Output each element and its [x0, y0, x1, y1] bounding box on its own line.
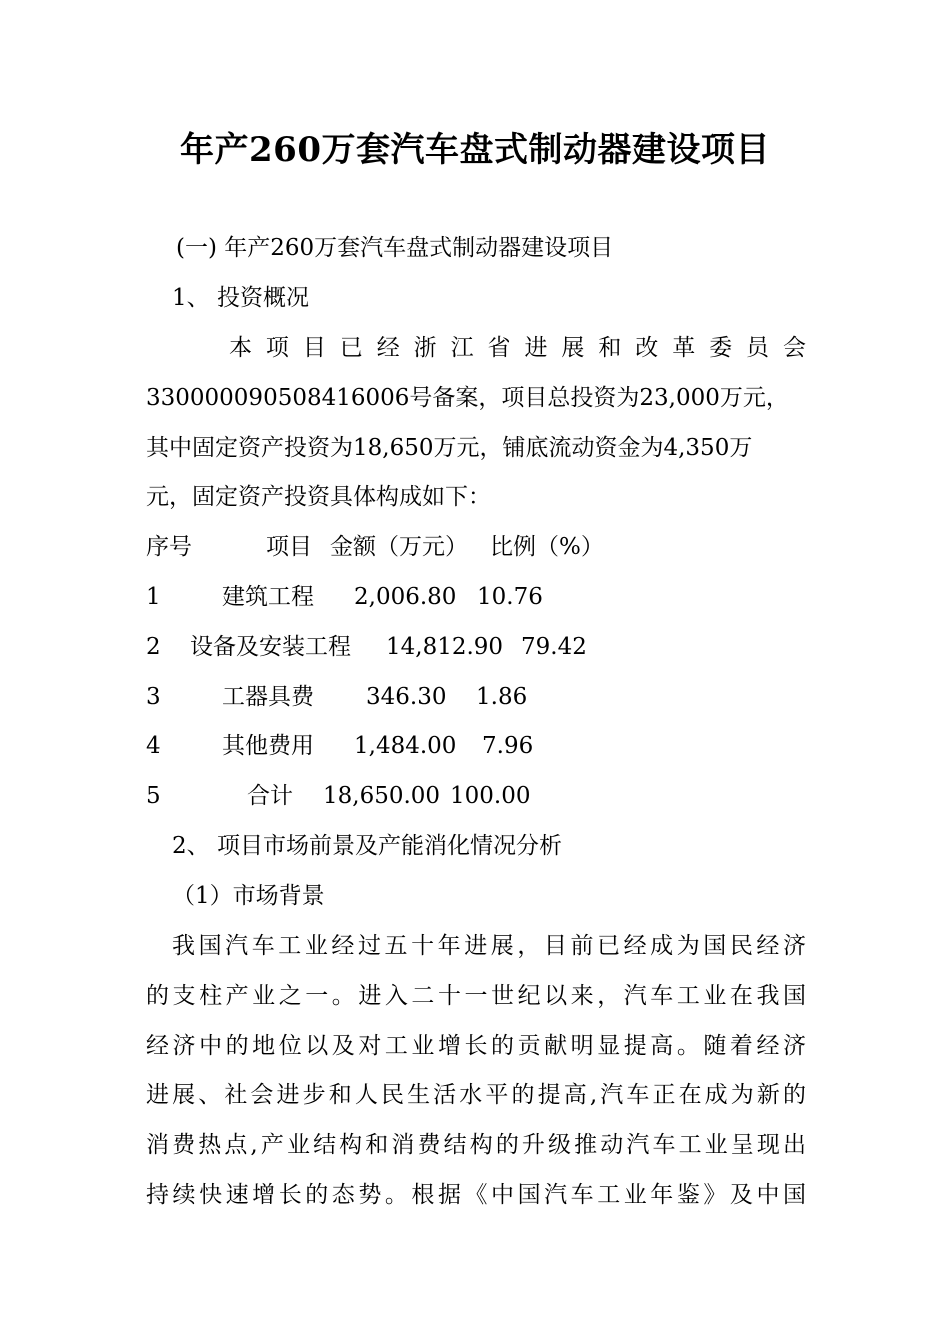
market-line-2: 的支柱产业之一。进入二十一世纪以来，汽车工业在我国	[146, 983, 806, 1009]
market-line-5: 消费热点,产业结构和消费结构的升级推动汽车工业呈现出	[146, 1132, 806, 1158]
row-ratio: 10.76	[477, 584, 543, 610]
document-title: 年产260万套汽车盘式制动器建设项目	[180, 130, 770, 170]
row-index: 4	[146, 733, 161, 759]
row-index: 5	[146, 783, 161, 809]
header-amount: 金额（万元）	[330, 534, 468, 560]
market-line-6: 持续快速增长的态势。根据《中国汽车工业年鉴》及中国	[146, 1182, 806, 1208]
row-item: 建筑工程	[222, 584, 314, 610]
section-heading-investment: 1、 投资概况	[172, 285, 309, 311]
row-ratio: 100.00	[450, 783, 531, 809]
market-line-4: 进展、社会进步和人民生活水平的提高,汽车正在成为新的	[146, 1082, 806, 1108]
table-row	[0, 632, 950, 662]
section-heading-market: 2、 项目市场前景及产能消化情况分析	[172, 833, 562, 859]
row-amount: 2,006.80	[354, 584, 457, 610]
market-line-3: 经济中的地位以及对工业增长的贡献明显提高。随着经济	[146, 1033, 806, 1059]
row-ratio: 7.96	[482, 733, 534, 759]
row-index: 2	[146, 634, 161, 660]
row-amount: 1,484.00	[354, 733, 457, 759]
table-row	[0, 682, 950, 712]
row-amount: 18,650.00	[323, 783, 441, 809]
table-row	[0, 582, 950, 612]
row-amount: 14,812.90	[386, 634, 504, 660]
intro-line-4: 元，固定资产投资具体构成如下：	[146, 484, 491, 510]
header-ratio: 比例（%）	[490, 534, 604, 560]
table-row	[0, 781, 950, 811]
row-ratio: 1.86	[476, 684, 528, 710]
row-ratio: 79.42	[521, 634, 587, 660]
item-heading: (一) 年产260万套汽车盘式制动器建设项目	[176, 235, 614, 261]
row-item: 设备及安装工程	[190, 634, 351, 660]
table-header-row	[0, 532, 950, 562]
sub-heading-market-background: （1）市场背景	[172, 883, 325, 909]
header-index: 序号	[146, 534, 192, 560]
market-line-1: 我国汽车工业经过五十年进展，目前已经成为国民经济	[172, 933, 806, 959]
intro-line-2: 330000090508416006号备案，项目总投资为23,000万元，	[146, 385, 789, 411]
intro-line-1: 本 项 目 已 经 浙 江 省 进 展 和 改 革 委 员 会	[229, 335, 806, 361]
row-item: 工器具费	[222, 684, 314, 710]
row-amount: 346.30	[366, 684, 447, 710]
row-item: 其他费用	[222, 733, 314, 759]
row-index: 1	[146, 584, 161, 610]
row-index: 3	[146, 684, 161, 710]
intro-line-3: 其中固定资产投资为18,650万元，铺底流动资金为4,350万	[146, 435, 753, 461]
table-row	[0, 731, 950, 761]
row-item: 合计	[247, 783, 293, 809]
header-item: 项目	[266, 534, 312, 560]
